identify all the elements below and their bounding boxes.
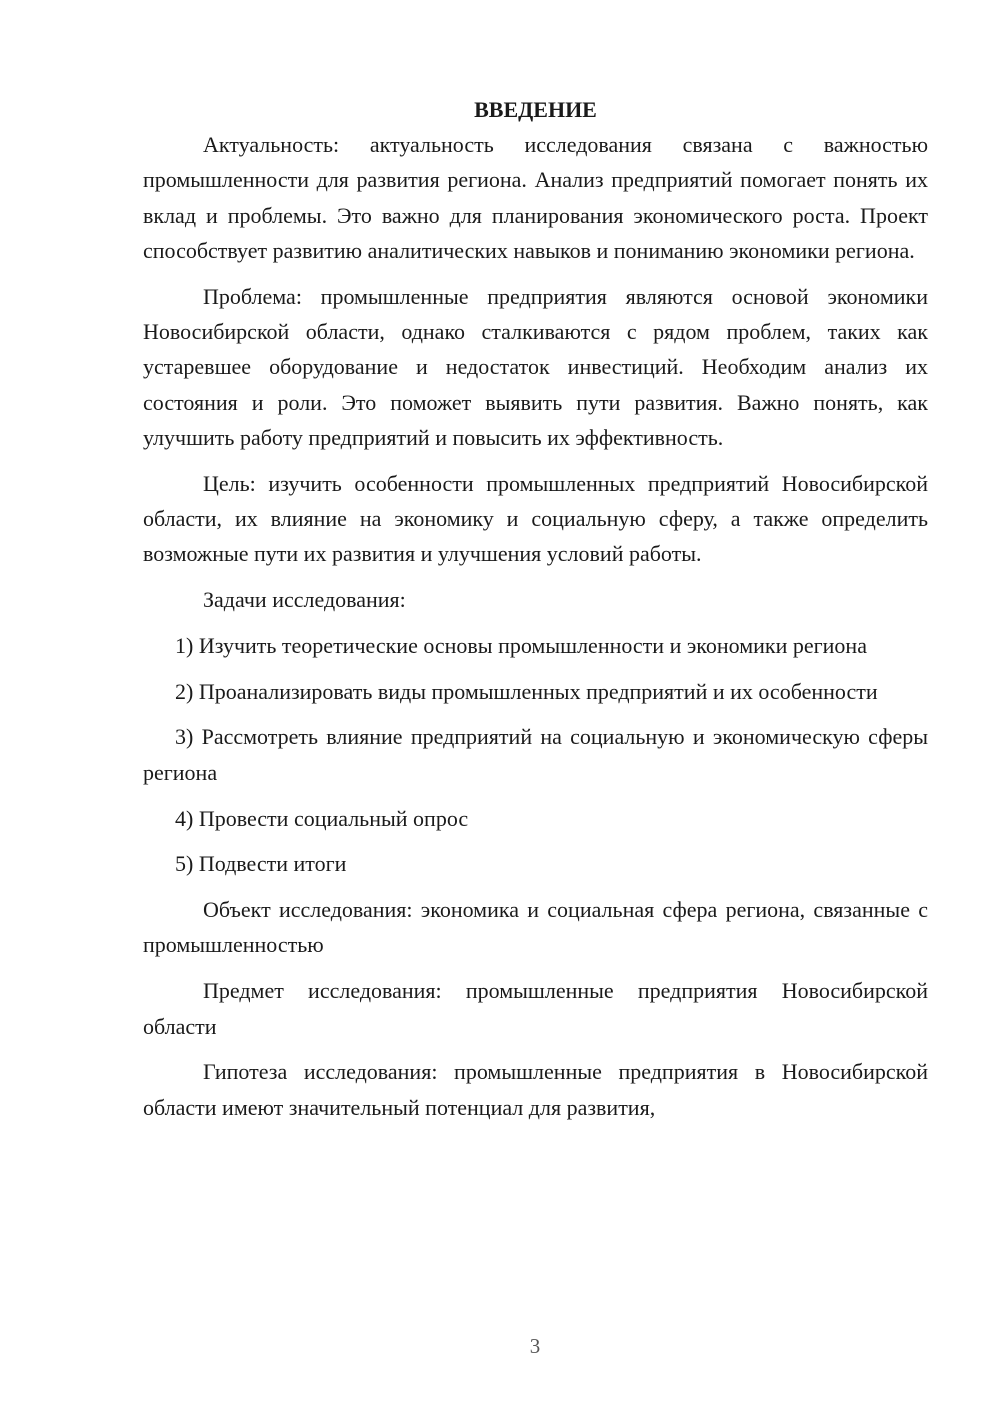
paragraph-problem: Проблема: промышленные предприятия являются основой экономики Новосибирской области, однако сталкиваются с рядом проблем, таких как устаревшее оборудование и недостаток инвестиций. Необходим анализ их состояния и роли. Это поможет выявить пути развития. Важно понять, как улучшить работу предприятий и повысить их эффективность. <box>143 283 928 450</box>
paragraph-relevance: Актуальность: актуальность исследования связана с важностью промышленности для развития региона. Анализ предприятий помогает понять их вклад и проблемы. Это важно для планирования экономического роста. Проект способствует развитию аналитических навыков и пониманию экономики региона. <box>143 132 928 263</box>
paragraph-goal: Цель: изучить особенности промышленных предприятий Новосибирской области, их влияние на экономику и социальную сферу, а также определить возможные пути их развития и улучшения условий работы. <box>143 470 928 567</box>
task-item-5: 5) Подвести итоги <box>175 851 347 877</box>
task-item-4: 4) Провести социальный опрос <box>175 805 469 831</box>
task-item-2: 2) Проанализировать виды промышленных предприятий и их особенности <box>175 678 878 704</box>
paragraph-object: Объект исследования: экономика и социальная сфера региона, связанные с промышленностью <box>143 897 928 958</box>
paragraph-subject: Предмет исследования: промышленные предприятия Новосибирской области <box>143 978 928 1039</box>
paragraph-tasks-heading: Задачи исследования: <box>203 587 406 613</box>
task-item-1: 1) Изучить теоретические основы промышленности и экономики региона <box>175 632 867 658</box>
page-number: 3 <box>529 1334 541 1358</box>
task-item-3: 3) Рассмотреть влияние предприятий на социальную и экономическую сферы региона <box>143 724 928 785</box>
page-title: ВВЕДЕНИЕ <box>474 97 597 122</box>
document-page <box>143 92 928 1125</box>
paragraph-hypothesis: Гипотеза исследования: промышленные предприятия в Новосибирской области имеют значительный потенциал для развития, <box>143 1059 928 1120</box>
